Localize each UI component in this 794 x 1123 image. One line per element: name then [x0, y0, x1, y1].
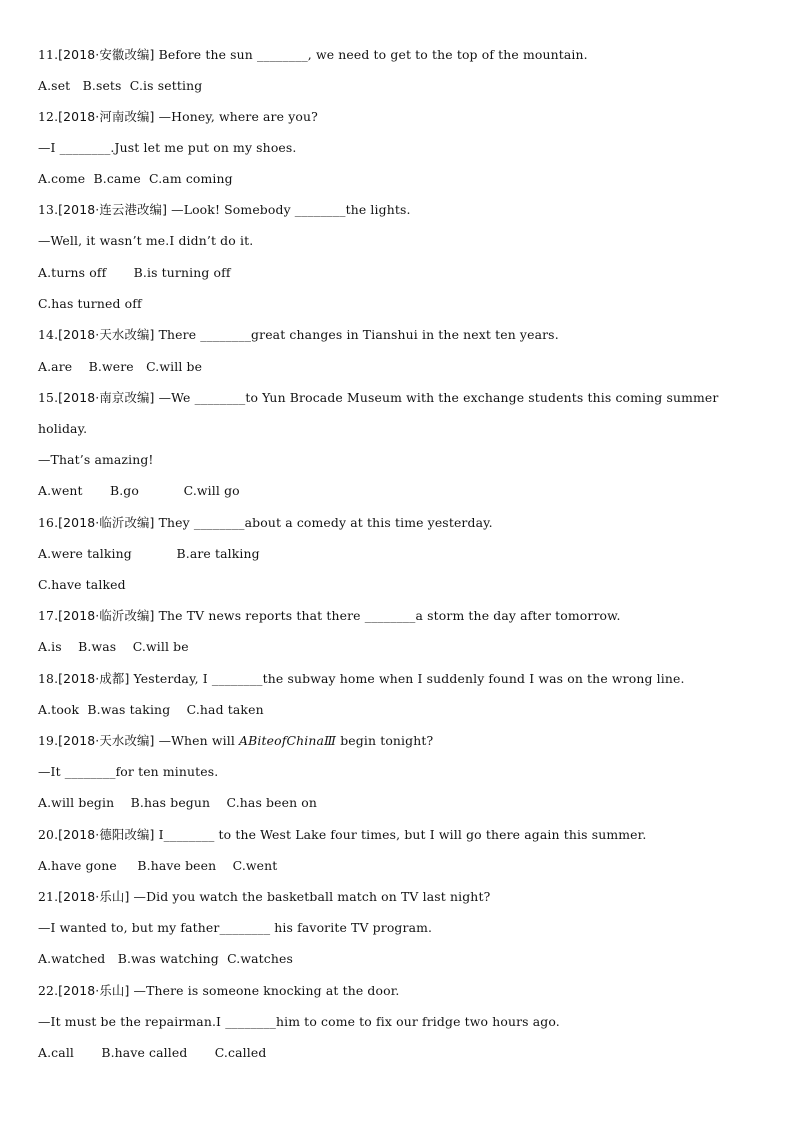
question-16-options	[38, 546, 260, 562]
question-source: [2018·河南改编]	[58, 109, 155, 124]
question-source: [2018·天水改编]	[58, 733, 155, 748]
option-b: B.came	[93, 171, 141, 186]
question-number: 16.	[38, 515, 59, 530]
question-number: 13.	[38, 202, 59, 217]
question-text-end: begin tonight?	[336, 733, 434, 748]
question-number: 18.	[38, 671, 59, 686]
question-number: 22.	[38, 983, 59, 998]
question-number: 21.	[38, 889, 59, 904]
program-title: ABiteofChinaⅢ	[239, 733, 337, 748]
question-21-stem	[38, 889, 490, 905]
question-source: [2018·临沂改编]	[58, 608, 155, 623]
question-text: I________ to the West Lake four times, but I will go there again this summer.	[154, 827, 647, 842]
question-text: They ________about a comedy at this time yesterday.	[154, 515, 493, 530]
question-13-stem	[38, 202, 411, 218]
question-source: [2018·连云港改编]	[58, 202, 168, 217]
option-a: A.went	[38, 483, 83, 498]
question-21-options	[38, 951, 293, 967]
option-b: B.are talking	[176, 546, 260, 561]
option-c: C.has been on	[226, 795, 318, 810]
question-text: —Honey, where are you?	[154, 109, 318, 124]
option-b: B.is turning off	[133, 265, 231, 280]
question-number: 20.	[38, 827, 59, 842]
question-text: —There is someone knocking at the door.	[129, 983, 400, 998]
question-15-stem-continued: holiday.	[38, 421, 88, 436]
question-number: 17.	[38, 608, 59, 623]
question-22-reply: —It must be the repairman.I ________him to come to fix our fridge two hours ago.	[38, 1014, 560, 1029]
question-19-reply: —It ________for ten minutes.	[38, 764, 219, 779]
option-a: A.is	[38, 639, 62, 654]
question-12-stem	[38, 109, 318, 125]
question-source: [2018·德阳改编]	[58, 827, 155, 842]
option-b: B.have been	[137, 858, 217, 873]
question-11-options	[38, 78, 202, 94]
question-12-options	[38, 171, 233, 187]
question-19-stem	[38, 733, 433, 749]
option-a: A.will begin	[38, 795, 115, 810]
option-c: C.went	[232, 858, 278, 873]
question-20-options	[38, 858, 277, 874]
option-a: A.turns off	[38, 265, 107, 280]
question-19-options	[38, 795, 317, 811]
question-text: There ________great changes in Tianshui in the next ten years.	[154, 327, 559, 342]
option-c: C.called	[214, 1045, 267, 1060]
question-18-options	[38, 702, 264, 718]
option-a: A.set	[38, 78, 71, 93]
option-a: A.call	[38, 1045, 75, 1060]
option-b: B.sets	[82, 78, 122, 93]
question-15-stem	[38, 390, 718, 406]
question-source: [2018·成都]	[58, 671, 130, 686]
option-a: A.come	[38, 171, 86, 186]
question-13-options	[38, 265, 231, 281]
option-a: A.were talking	[38, 546, 132, 561]
option-c: C.am coming	[149, 171, 233, 186]
question-number: 15.	[38, 390, 59, 405]
question-15-options	[38, 483, 240, 499]
option-a: A.have gone	[38, 858, 117, 873]
question-text: —We ________to Yun Brocade Museum with the exchange students this coming summer	[154, 390, 719, 405]
question-21-reply: —I wanted to, but my father________ his favorite TV program.	[38, 920, 433, 935]
option-c: C.is setting	[129, 78, 203, 93]
option-b: B.was watching	[117, 951, 219, 966]
question-17-stem	[38, 608, 621, 624]
option-c: C.had taken	[186, 702, 264, 717]
question-15-reply: —That’s amazing!	[38, 452, 154, 467]
question-22-stem	[38, 983, 400, 999]
question-text: Yesterday, I ________the subway home when I suddenly found I was on the wrong line.	[129, 671, 685, 686]
question-number: 14.	[38, 327, 59, 342]
question-20-stem	[38, 827, 646, 843]
question-source: [2018·天水改编]	[58, 327, 155, 342]
option-c: C.will be	[132, 639, 189, 654]
question-14-options	[38, 359, 202, 375]
question-text: —Look! Somebody ________the lights.	[167, 202, 411, 217]
option-a: A.watched	[38, 951, 106, 966]
option-b: B.have called	[101, 1045, 188, 1060]
question-13-reply: —Well, it wasn’t me.I didn’t do it.	[38, 233, 254, 248]
question-22-options	[38, 1045, 266, 1061]
option-a: A.are	[38, 359, 73, 374]
question-16-stem	[38, 515, 493, 531]
question-text: —Did you watch the basketball match on TV last night?	[129, 889, 491, 904]
option-c: C.watches	[227, 951, 293, 966]
option-b: B.were	[88, 359, 134, 374]
question-18-stem	[38, 671, 685, 687]
question-source: [2018·乐山]	[58, 983, 130, 998]
question-source: [2018·乐山]	[58, 889, 130, 904]
option-b: B.was	[78, 639, 117, 654]
question-number: 11.	[38, 47, 59, 62]
option-b: B.was taking	[87, 702, 171, 717]
question-14-stem	[38, 327, 559, 343]
option-c: C.will go	[183, 483, 240, 498]
question-text: Before the sun ________, we need to get to the top of the mountain.	[154, 47, 588, 62]
question-13-option-c: C.has turned off	[38, 296, 142, 311]
question-source: [2018·南京改编]	[58, 390, 155, 405]
question-16-option-c: C.have talked	[38, 577, 126, 592]
question-12-reply: —I ________.Just let me put on my shoes.	[38, 140, 297, 155]
option-b: B.go	[109, 483, 139, 498]
question-text: —When will	[154, 733, 240, 748]
question-11-stem	[38, 47, 588, 63]
option-a: A.took	[38, 702, 80, 717]
question-17-options	[38, 639, 189, 655]
option-b: B.has begun	[130, 795, 211, 810]
question-source: [2018·安徽改编]	[58, 47, 155, 62]
question-number: 19.	[38, 733, 59, 748]
question-source: [2018·临沂改编]	[58, 515, 155, 530]
question-number: 12.	[38, 109, 59, 124]
option-c: C.will be	[146, 359, 203, 374]
question-text: The TV news reports that there ________a storm the day after tomorrow.	[154, 608, 621, 623]
